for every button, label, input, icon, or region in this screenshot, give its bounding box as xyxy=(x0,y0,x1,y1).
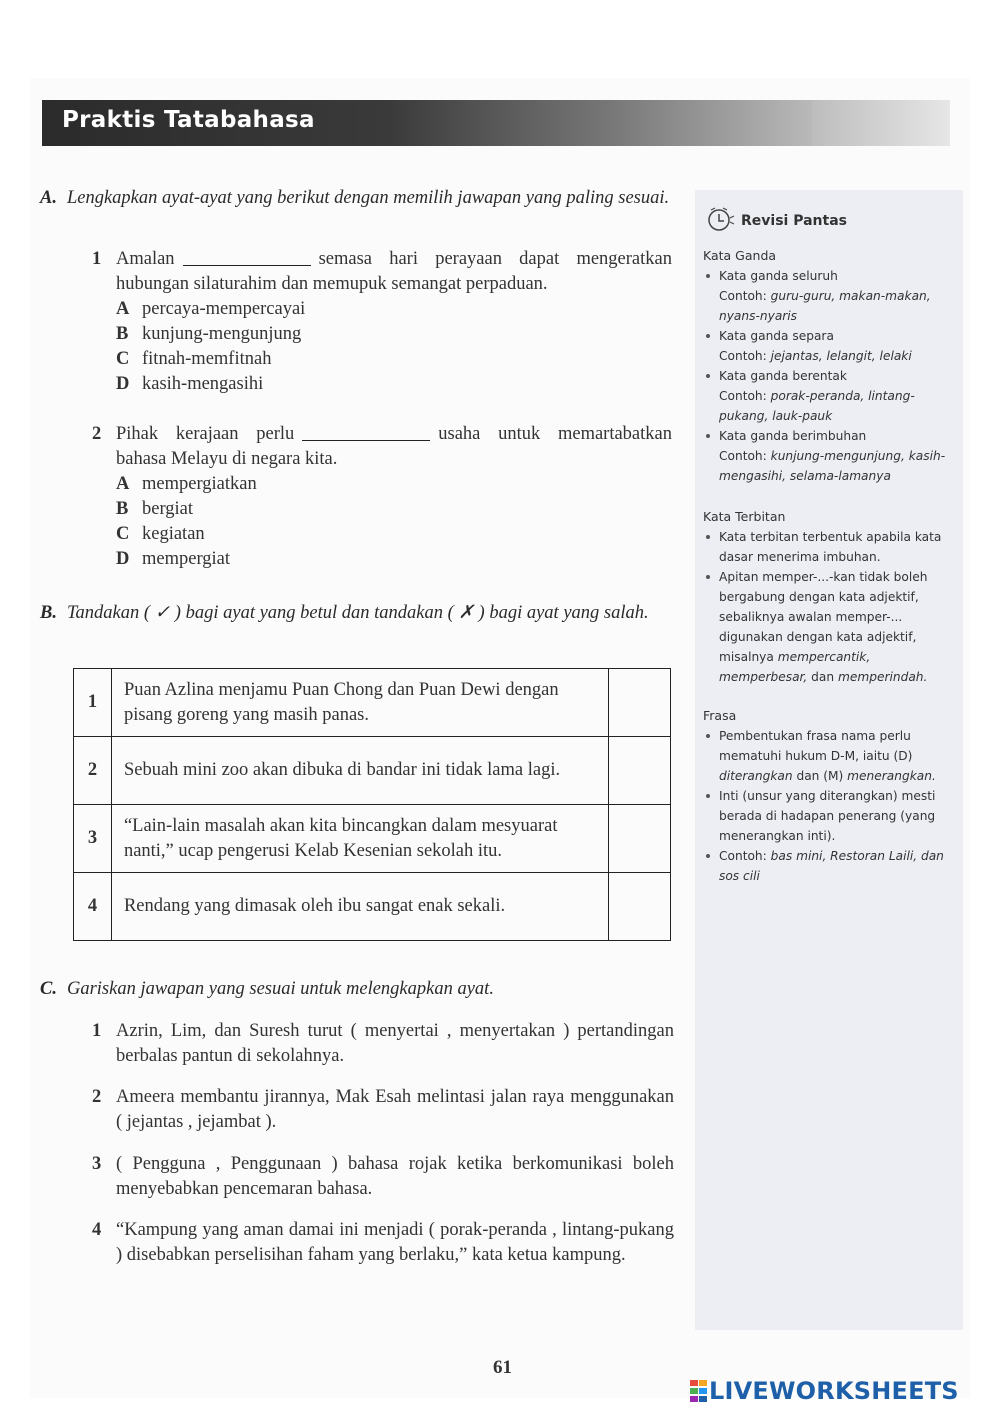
list-item: Pembentukan frasa nama perlu mematuhi hukum D-M, iaitu (D) diterangkan dan (M) menerangkan. xyxy=(703,726,958,786)
list-item: Inti (unsur yang diterangkan) mesti berada di hadapan penerang (yang menerangkan inti). xyxy=(703,786,958,846)
option-a2-b[interactable]: B bergiat xyxy=(116,499,194,519)
option-a2-d[interactable]: D mempergiat xyxy=(116,549,231,569)
list-item: Kata ganda berimbuhan Contoh: kunjung-mengunjung, kasih-mengasihi, selama-lamanya xyxy=(703,426,958,486)
page-title: Praktis Tatabahasa xyxy=(62,107,315,133)
clock-icon xyxy=(705,204,735,234)
answer-blank[interactable] xyxy=(183,248,311,266)
answer-cell[interactable] xyxy=(609,873,671,941)
option-a1-b[interactable]: B kunjung-mengunjung xyxy=(116,324,302,344)
answer-cell[interactable] xyxy=(609,737,671,805)
option-a1-c[interactable]: C fitnah-memfitnah xyxy=(116,349,272,369)
section-a-instruction: A. Lengkapkan ayat-ayat yang berikut dengan memilih jawapan yang paling sesuai. xyxy=(40,188,670,208)
table-row: 3 “Lain-lain masalah akan kita bincangkan dalam mesyuarat nanti,” ucap pengerusi Kelab Kesenian sekolah itu. xyxy=(74,805,671,873)
kata-terbitan-heading: Kata Terbitan xyxy=(703,509,786,524)
sidebar-header xyxy=(705,200,945,236)
option-a1-d[interactable]: D kasih-mengasihi xyxy=(116,374,264,394)
list-item: Kata ganda seluruh Contoh: guru-guru, makan-makan, nyans-nyaris xyxy=(703,266,958,326)
kata-terbitan-section xyxy=(703,507,958,687)
liveworksheets-logo-icon xyxy=(690,1379,708,1403)
section-c-instruction: C. Gariskan jawapan yang sesuai untuk melengkapkan ayat. xyxy=(40,979,494,999)
table-row: 4 Rendang yang dimasak oleh ibu sangat enak sekali. xyxy=(74,873,671,941)
option-a2-c[interactable]: C kegiatan xyxy=(116,524,205,544)
frasa-section xyxy=(703,706,958,886)
table-row: 1 Puan Azlina menjamu Puan Chong dan Puan Dewi dengan pisang goreng yang masih panas. xyxy=(74,669,671,737)
kata-ganda-section xyxy=(703,246,958,486)
list-item: Kata terbitan terbentuk apabila kata dasar menerima imbuhan. xyxy=(703,527,958,567)
answer-cell[interactable] xyxy=(609,669,671,737)
answer-cell[interactable] xyxy=(609,805,671,873)
kata-ganda-heading: Kata Ganda xyxy=(703,248,777,263)
option-a2-a[interactable]: A mempergiatkan xyxy=(116,474,257,494)
sidebar-title: Revisi Pantas xyxy=(741,213,847,229)
header-banner-fade xyxy=(812,100,950,146)
table-row: 2 Sebuah mini zoo akan dibuka di bandar ini tidak lama lagi. xyxy=(74,737,671,805)
answer-blank[interactable] xyxy=(302,423,430,441)
page-number: 61 xyxy=(493,1357,512,1378)
list-item: Kata ganda berentak Contoh: porak-peranda, lintang-pukang, lauk-pauk xyxy=(703,366,958,426)
list-item: Kata ganda separa Contoh: jejantas, lelangit, lelaki xyxy=(703,326,958,366)
option-a1-a[interactable]: A percaya-mempercayai xyxy=(116,299,306,319)
list-item: Contoh: bas mini, Restoran Laili, dan sos cili xyxy=(703,846,958,886)
list-item: Apitan memper-...-kan tidak boleh bergabung dengan kata adjektif, sebaliknya awalan memper-... digunakan dengan kata adjektif, misalnya mempercantik, memperbesar, dan memperindah. xyxy=(703,567,958,687)
frasa-heading: Frasa xyxy=(703,708,737,723)
section-b-instruction: B. Tandakan ( ✓ ) bagi ayat yang betul dan tandakan ( ✗ ) bagi ayat yang salah. xyxy=(40,603,649,623)
true-false-table xyxy=(73,668,671,941)
